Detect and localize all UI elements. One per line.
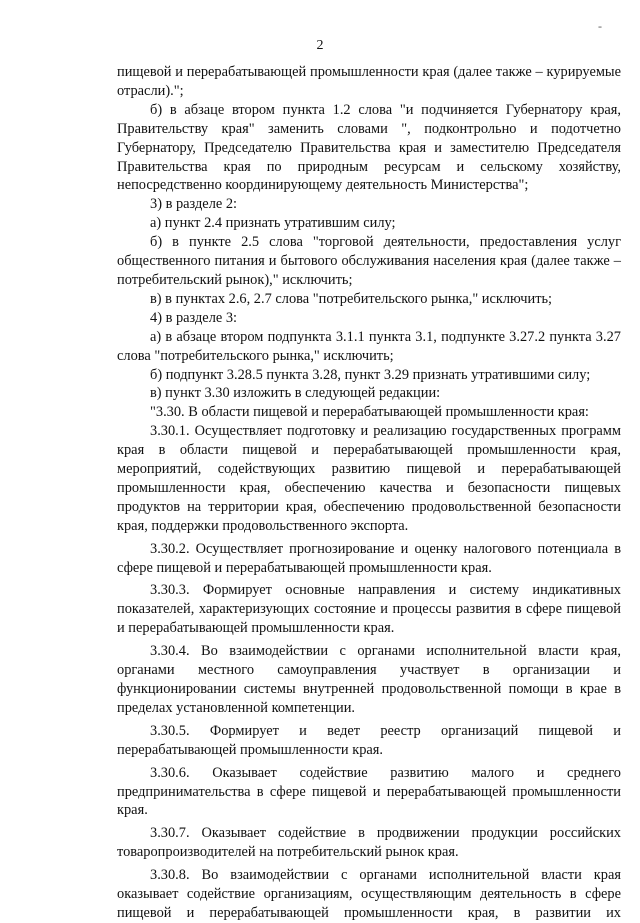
paragraph-1b: б) в абзаце втором пункта 1.2 слова "и подчиняется Губернатору края, Правительству края" заменить словами ", подконтрольно и подотчетно Губернатору, Председателю Правительства края и заместителю Председателя Правительства края по природным ресурсам и сельскому хозяйству, непосредственно координирующему деятельность Министерства";	[117, 101, 621, 194]
corner-mark: -	[598, 19, 602, 33]
paragraph-section3-heading: 4) в разделе 3:	[150, 309, 238, 326]
paragraph-3-30-8: 3.30.8. Во взаимодействии с органами исполнительной власти края оказывает содействие организациям, осуществляющим деятельность в сфере пищевой и перерабатывающей промышленности края, в развитии их	[117, 867, 621, 921]
paragraph-3-30-6: 3.30.6. Оказывает содействие развитию малого и среднего предпринимательства в сфере пищевой и перерабатывающей промышленности края.	[117, 764, 621, 819]
paragraph-3-30-4: 3.30.4. Во взаимодействии с органами исполнительной власти края, органами местного самоуправления участвует в организации и функционировании системы внутренней продовольственной помощи в крае в пределах установленной компетенции.	[117, 643, 621, 716]
paragraph-3-30-2: 3.30.2. Осуществляет прогнозирование и оценку налогового потенциала в сфере пищевой и перерабатывающей промышленности края.	[117, 540, 621, 576]
paragraph-2c: в) в пунктах 2.6, 2.7 слова "потребительского рынка," исключить;	[150, 290, 553, 307]
paragraph-section2-heading: 3) в разделе 2:	[150, 196, 238, 213]
paragraph-3b: б) подпункт 3.28.5 пункта 3.28, пункт 3.29 признать утратившими силу;	[150, 366, 591, 383]
paragraph-3-30-3: 3.30.3. Формирует основные направления и систему индикативных показателей, характеризующих состояние и процессы развития в сфере пищевой и перерабатывающей промышленности края.	[117, 582, 621, 637]
paragraph-3a: а) в абзаце втором подпункта 3.1.1 пункта 3.1, подпункте 3.27.2 пункта 3.27 слова "потребительского рынка," исключить;	[117, 328, 621, 364]
paragraph-3-30: "3.30. В области пищевой и перерабатывающей промышленности края:	[150, 404, 589, 421]
page-number: 2	[316, 38, 324, 53]
document-body	[117, 63, 621, 923]
paragraph-2a: а) пункт 2.4 признать утратившим силу;	[150, 215, 396, 232]
paragraph-3-30-1: 3.30.1. Осуществляет подготовку и реализацию государственных программ края в области пищевой и перерабатывающей промышленности края, мероприятий, содействующих развитию пищевой и перерабатывающей промышленности края, обеспечению качества и безопасности пищевых продуктов на территории края, обеспечению продовольственной безопасности края, поддержки продовольственного экспорта.	[117, 423, 621, 534]
paragraph-3-30-5: 3.30.5. Формирует и ведет реестр организаций пищевой и перерабатывающей промышленности края.	[117, 722, 621, 758]
paragraph-continuation: пищевой и перерабатывающей промышленности края (далее также – курируемые отрасли).";	[117, 64, 621, 99]
paragraph-3-30-7: 3.30.7. Оказывает содействие в продвижении продукции российских товаропроизводителей на потребительский рынок края.	[117, 825, 621, 861]
paragraph-2b: б) в пункте 2.5 слова "торговой деятельности, предоставления услуг общественного питания и бытового обслуживания населения края (далее также – потребительский рынок)," исключить;	[117, 234, 621, 288]
paragraph-3c: в) пункт 3.30 изложить в следующей редакции:	[150, 385, 441, 402]
